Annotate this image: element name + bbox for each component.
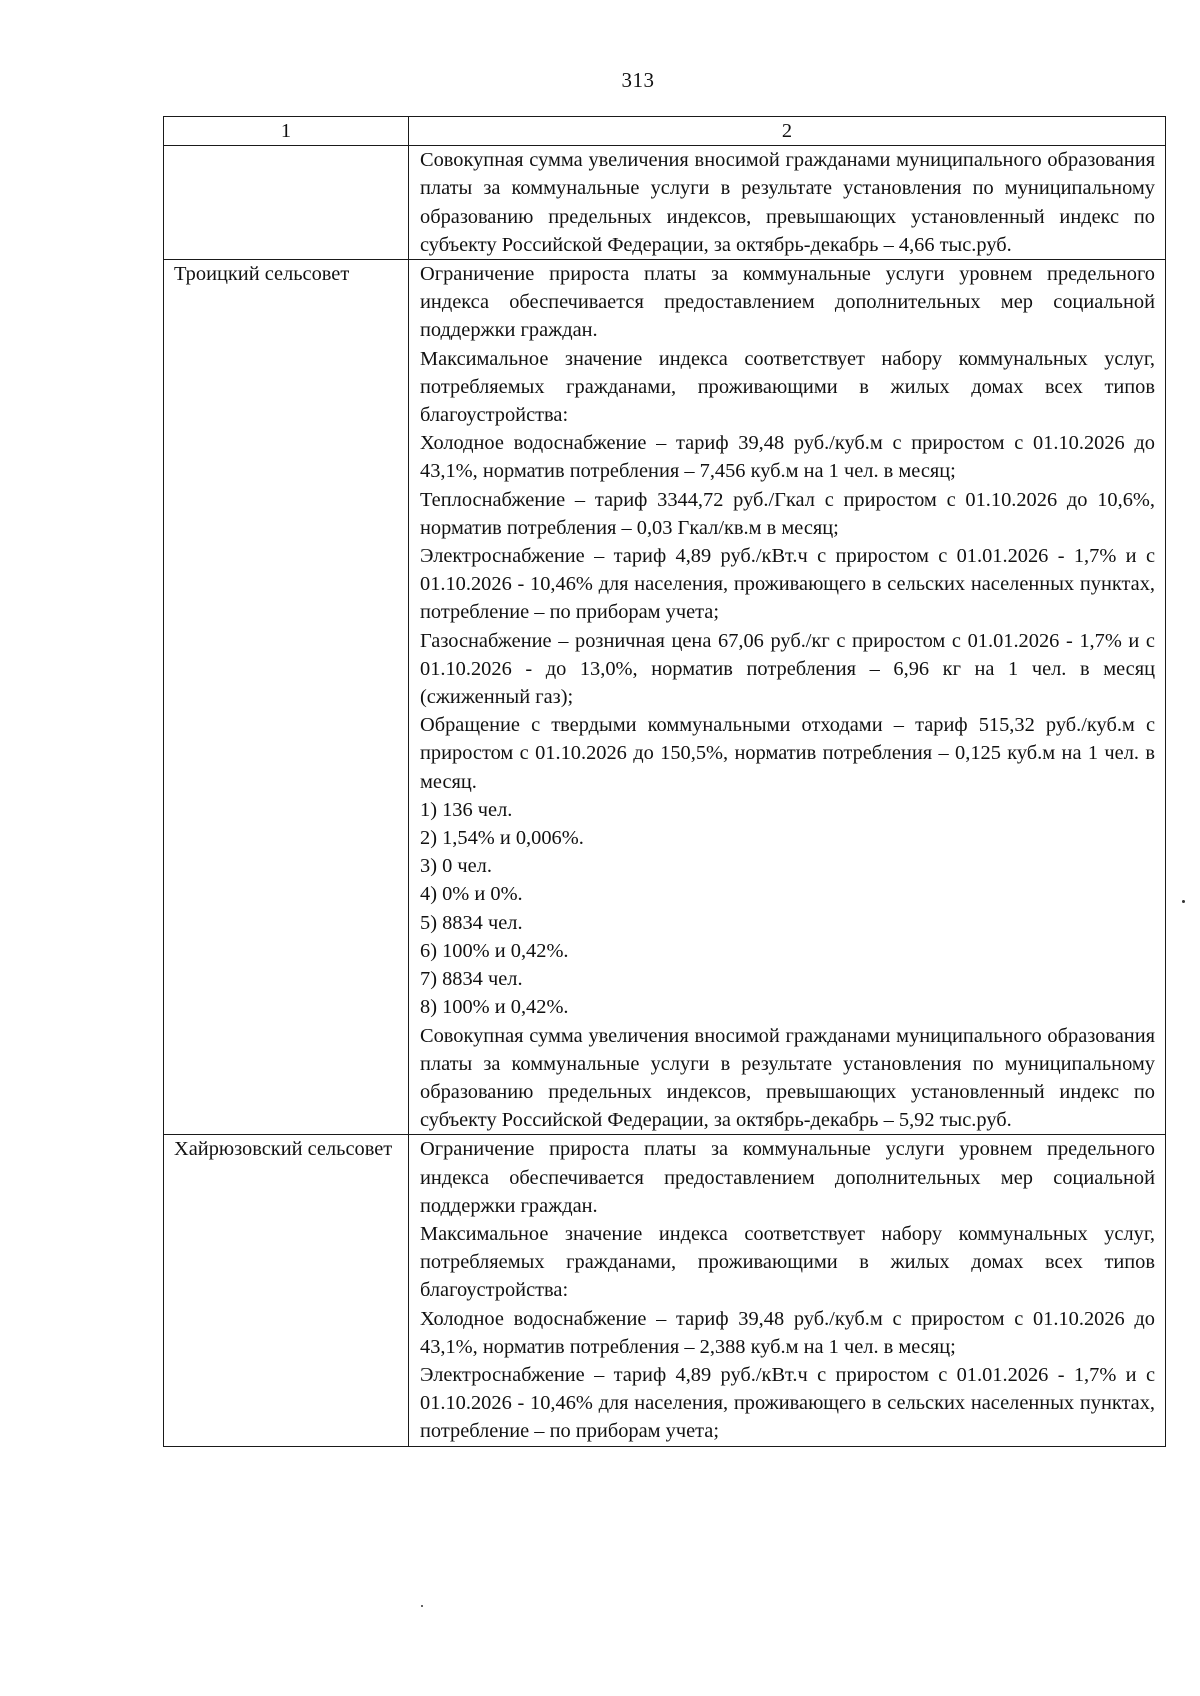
list-item: 2) 1,54% и 0,006%. bbox=[420, 827, 584, 850]
paragraph: Максимальное значение индекса соответствует набору коммунальных услуг, потребляемых гражданами, проживающими в жилых домах всех типов благоустройства: bbox=[420, 347, 1155, 427]
paragraph: Совокупная сумма увеличения вносимой гражданами муниципального образования платы за коммунальные услуги в результате установления по муниципальному образованию предельных индексов, превышающих установленный индекс по субъекту Российской Федерации, за октябрь-декабрь – 4,66 тыс.руб. bbox=[420, 149, 1155, 256]
column-header-2: 2 bbox=[409, 117, 1166, 146]
paragraph: Ограничение прироста платы за коммунальные услуги уровнем предельного индекса обеспечивается предоставлением дополнительных мер социальной поддержки граждан. bbox=[420, 263, 1155, 342]
list-item: 3) 0 чел. bbox=[420, 855, 492, 878]
list-item: 7) 8834 чел. bbox=[420, 968, 523, 991]
municipality-cell bbox=[164, 146, 409, 260]
list-item: 8) 100% и 0,42%. bbox=[420, 996, 569, 1019]
municipality-cell: Троицкий сельсовет bbox=[164, 260, 409, 1135]
paragraph: Ограничение прироста платы за коммунальные услуги уровнем предельного индекса обеспечивается предоставлением дополнительных мер социальной поддержки граждан. bbox=[420, 1138, 1155, 1217]
municipality-cell: Хайрюзовский сельсовет bbox=[164, 1135, 409, 1446]
page-number: 313 bbox=[621, 68, 655, 92]
tariff-table bbox=[163, 116, 1166, 1447]
paragraph: Совокупная сумма увеличения вносимой гражданами муниципального образования платы за коммунальные услуги в результате установления по муниципальному образованию предельных индексов, превышающих установленный индекс по субъекту Российской Федерации, за октябрь-декабрь – 5,92 тыс.руб. bbox=[420, 1024, 1155, 1132]
paragraph: Холодное водоснабжение – тариф 39,48 руб./куб.м с приростом с 01.10.2026 до 43,1%, норматив потребления – 7,456 куб.м на 1 чел. в месяц; bbox=[420, 432, 1155, 483]
list-item: 1) 136 чел. bbox=[420, 798, 513, 821]
paragraph: Максимальное значение индекса соответствует набору коммунальных услуг, потребляемых гражданами, проживающими в жилых домах всех типов благоустройства: bbox=[420, 1222, 1155, 1302]
table-header-row bbox=[164, 117, 1166, 146]
table-row bbox=[164, 260, 1166, 1135]
scan-speck bbox=[1182, 900, 1185, 903]
table-row bbox=[164, 1135, 1166, 1446]
paragraph: Теплоснабжение – тариф 3344,72 руб./Гкал с приростом с 01.10.2026 до 10,6%, норматив потребления – 0,03 Гкал/кв.м в месяц; bbox=[420, 488, 1155, 539]
paragraph: Холодное водоснабжение – тариф 39,48 руб./куб.м с приростом с 01.10.2026 до 43,1%, норматив потребления – 2,388 куб.м на 1 чел. в месяц; bbox=[420, 1307, 1155, 1358]
paragraph: Газоснабжение – розничная цена 67,06 руб./кг с приростом с 01.01.2026 - 1,7% и с 01.10.2026 - до 13,0%, норматив потребления – 6,96 кг на 1 чел. в месяц (сжиженный газ); bbox=[420, 629, 1155, 709]
paragraph: Электроснабжение – тариф 4,89 руб./кВт.ч с приростом с 01.01.2026 - 1,7% и с 01.10.2026 - 10,46% для населения, проживающего в сельских населенных пунктах, потребление – по приборам учета; bbox=[420, 545, 1155, 624]
description-cell bbox=[409, 260, 1166, 1135]
list-item: 5) 8834 чел. bbox=[420, 911, 523, 934]
list-item: 4) 0% и 0%. bbox=[420, 883, 523, 906]
description-cell bbox=[409, 1135, 1166, 1446]
scan-speck bbox=[421, 1605, 423, 1607]
description-cell bbox=[409, 146, 1166, 260]
column-header-1: 1 bbox=[164, 117, 409, 146]
paragraph: Электроснабжение – тариф 4,89 руб./кВт.ч с приростом с 01.01.2026 - 1,7% и с 01.10.2026 - 10,46% для населения, проживающего в сельских населенных пунктах, потребление – по приборам учета; bbox=[420, 1363, 1155, 1443]
table-row bbox=[164, 146, 1166, 260]
list-item: 6) 100% и 0,42%. bbox=[420, 939, 569, 962]
paragraph: Обращение с твердыми коммунальными отходами – тариф 515,32 руб./куб.м с приростом с 01.10.2026 до 150,5%, норматив потребления – 0,125 куб.м на 1 чел. в месяц. bbox=[420, 714, 1155, 793]
